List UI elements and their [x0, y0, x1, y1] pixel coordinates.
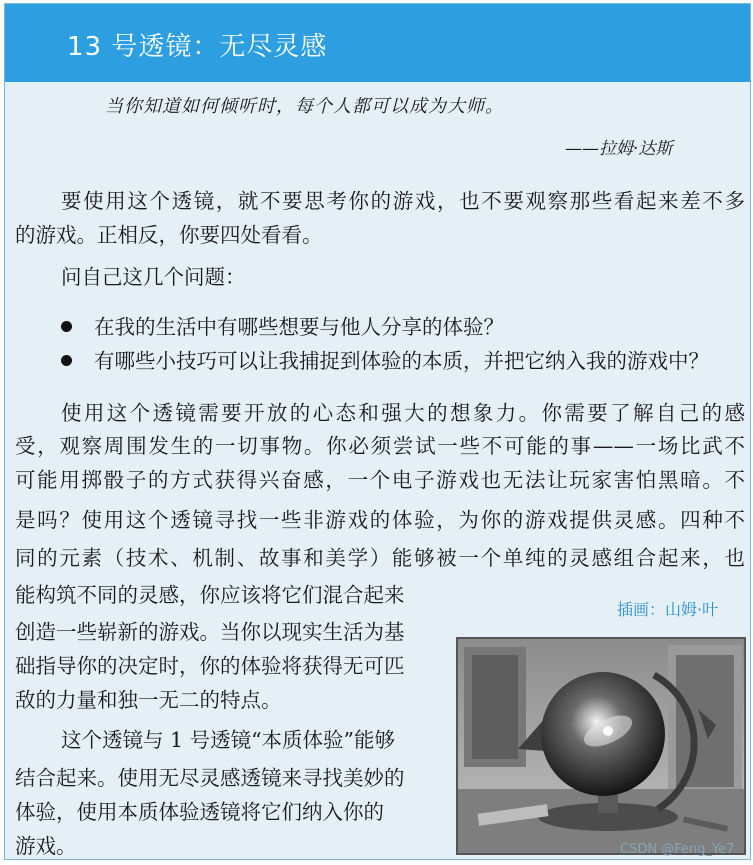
illustration-credit: 插画：山姆·叶 — [617, 600, 719, 619]
question-text: 在我的生活中有哪些想要与他人分享的体验？ — [94, 315, 504, 339]
csdn-watermark: CSDN @Feng_Ye7 — [620, 842, 735, 857]
question-item — [61, 346, 709, 376]
paragraph-3-line: 这个透镜与 1 号透镜“本质体验”能够 — [61, 728, 396, 752]
paragraph-1-line-1: 要使用这个透镜，就不要思考你的游戏，也不要观察那些看起来差不多 — [61, 189, 745, 213]
paragraph-3-line: 游戏。 — [15, 834, 77, 858]
paragraph-2-cont-line: 敌的力量和独一无二的特点。 — [15, 688, 282, 712]
question-text: 有哪些小技巧可以让我捕捉到体验的本质，并把它纳入我的游戏中？ — [94, 349, 709, 373]
paragraph-2-cont-line: 础指导你的决定时，你的体验将获得无可匹 — [15, 654, 405, 678]
paragraph-2-line: 是吗？使用这个透镜寻找一些非游戏的体验，为你的游戏提供灵感。四种不 — [15, 508, 745, 532]
globe-illustration — [456, 637, 746, 855]
lens-card — [4, 3, 751, 860]
question-item — [61, 312, 504, 342]
paragraph-2-line: 使用这个透镜需要开放的心态和强大的想象力。你需要了解自己的感 — [61, 401, 745, 425]
paragraph-2-line: 可能用掷骰子的方式获得兴奋感，一个电子游戏也无法让玩家害怕黑暗。不 — [15, 468, 745, 492]
paragraph-3-line: 体验，使用本质体验透镜将它们纳入你的 — [15, 800, 384, 824]
bullet-dot-icon — [61, 321, 72, 332]
lens-title: 13 号透镜：无尽灵感 — [67, 32, 328, 62]
bullet-dot-icon — [61, 355, 72, 366]
paragraph-2-line: 同的元素（技术、机制、故事和美学）能够被一个单纯的灵感组合起来，也 — [15, 546, 745, 570]
paragraph-2-cont-line: 创造一些崭新的游戏。当你以现实生活为基 — [15, 620, 405, 644]
paragraph-2-line: 能构筑不同的灵感，你应该将它们混合起来 — [15, 583, 405, 607]
epigraph-attribution: ——拉姆·达斯 — [565, 139, 673, 159]
paragraph-2-line: 受，观察周围发生的一切事物。你必须尝试一些不可能的事——一场比武不 — [15, 434, 745, 458]
lens-header-bar — [5, 4, 750, 82]
globe-illustration-art — [458, 639, 744, 853]
epigraph-quote: 当你知道如何倾听时，每个人都可以成为大师。 — [105, 96, 504, 117]
paragraph-1-line-2: 的游戏。正相反，你要四处看看。 — [15, 223, 323, 247]
questions-intro: 问自己这几个问题： — [61, 265, 246, 289]
paragraph-3-line: 结合起来。使用无尽灵感透镜来寻找美妙的 — [15, 766, 405, 790]
